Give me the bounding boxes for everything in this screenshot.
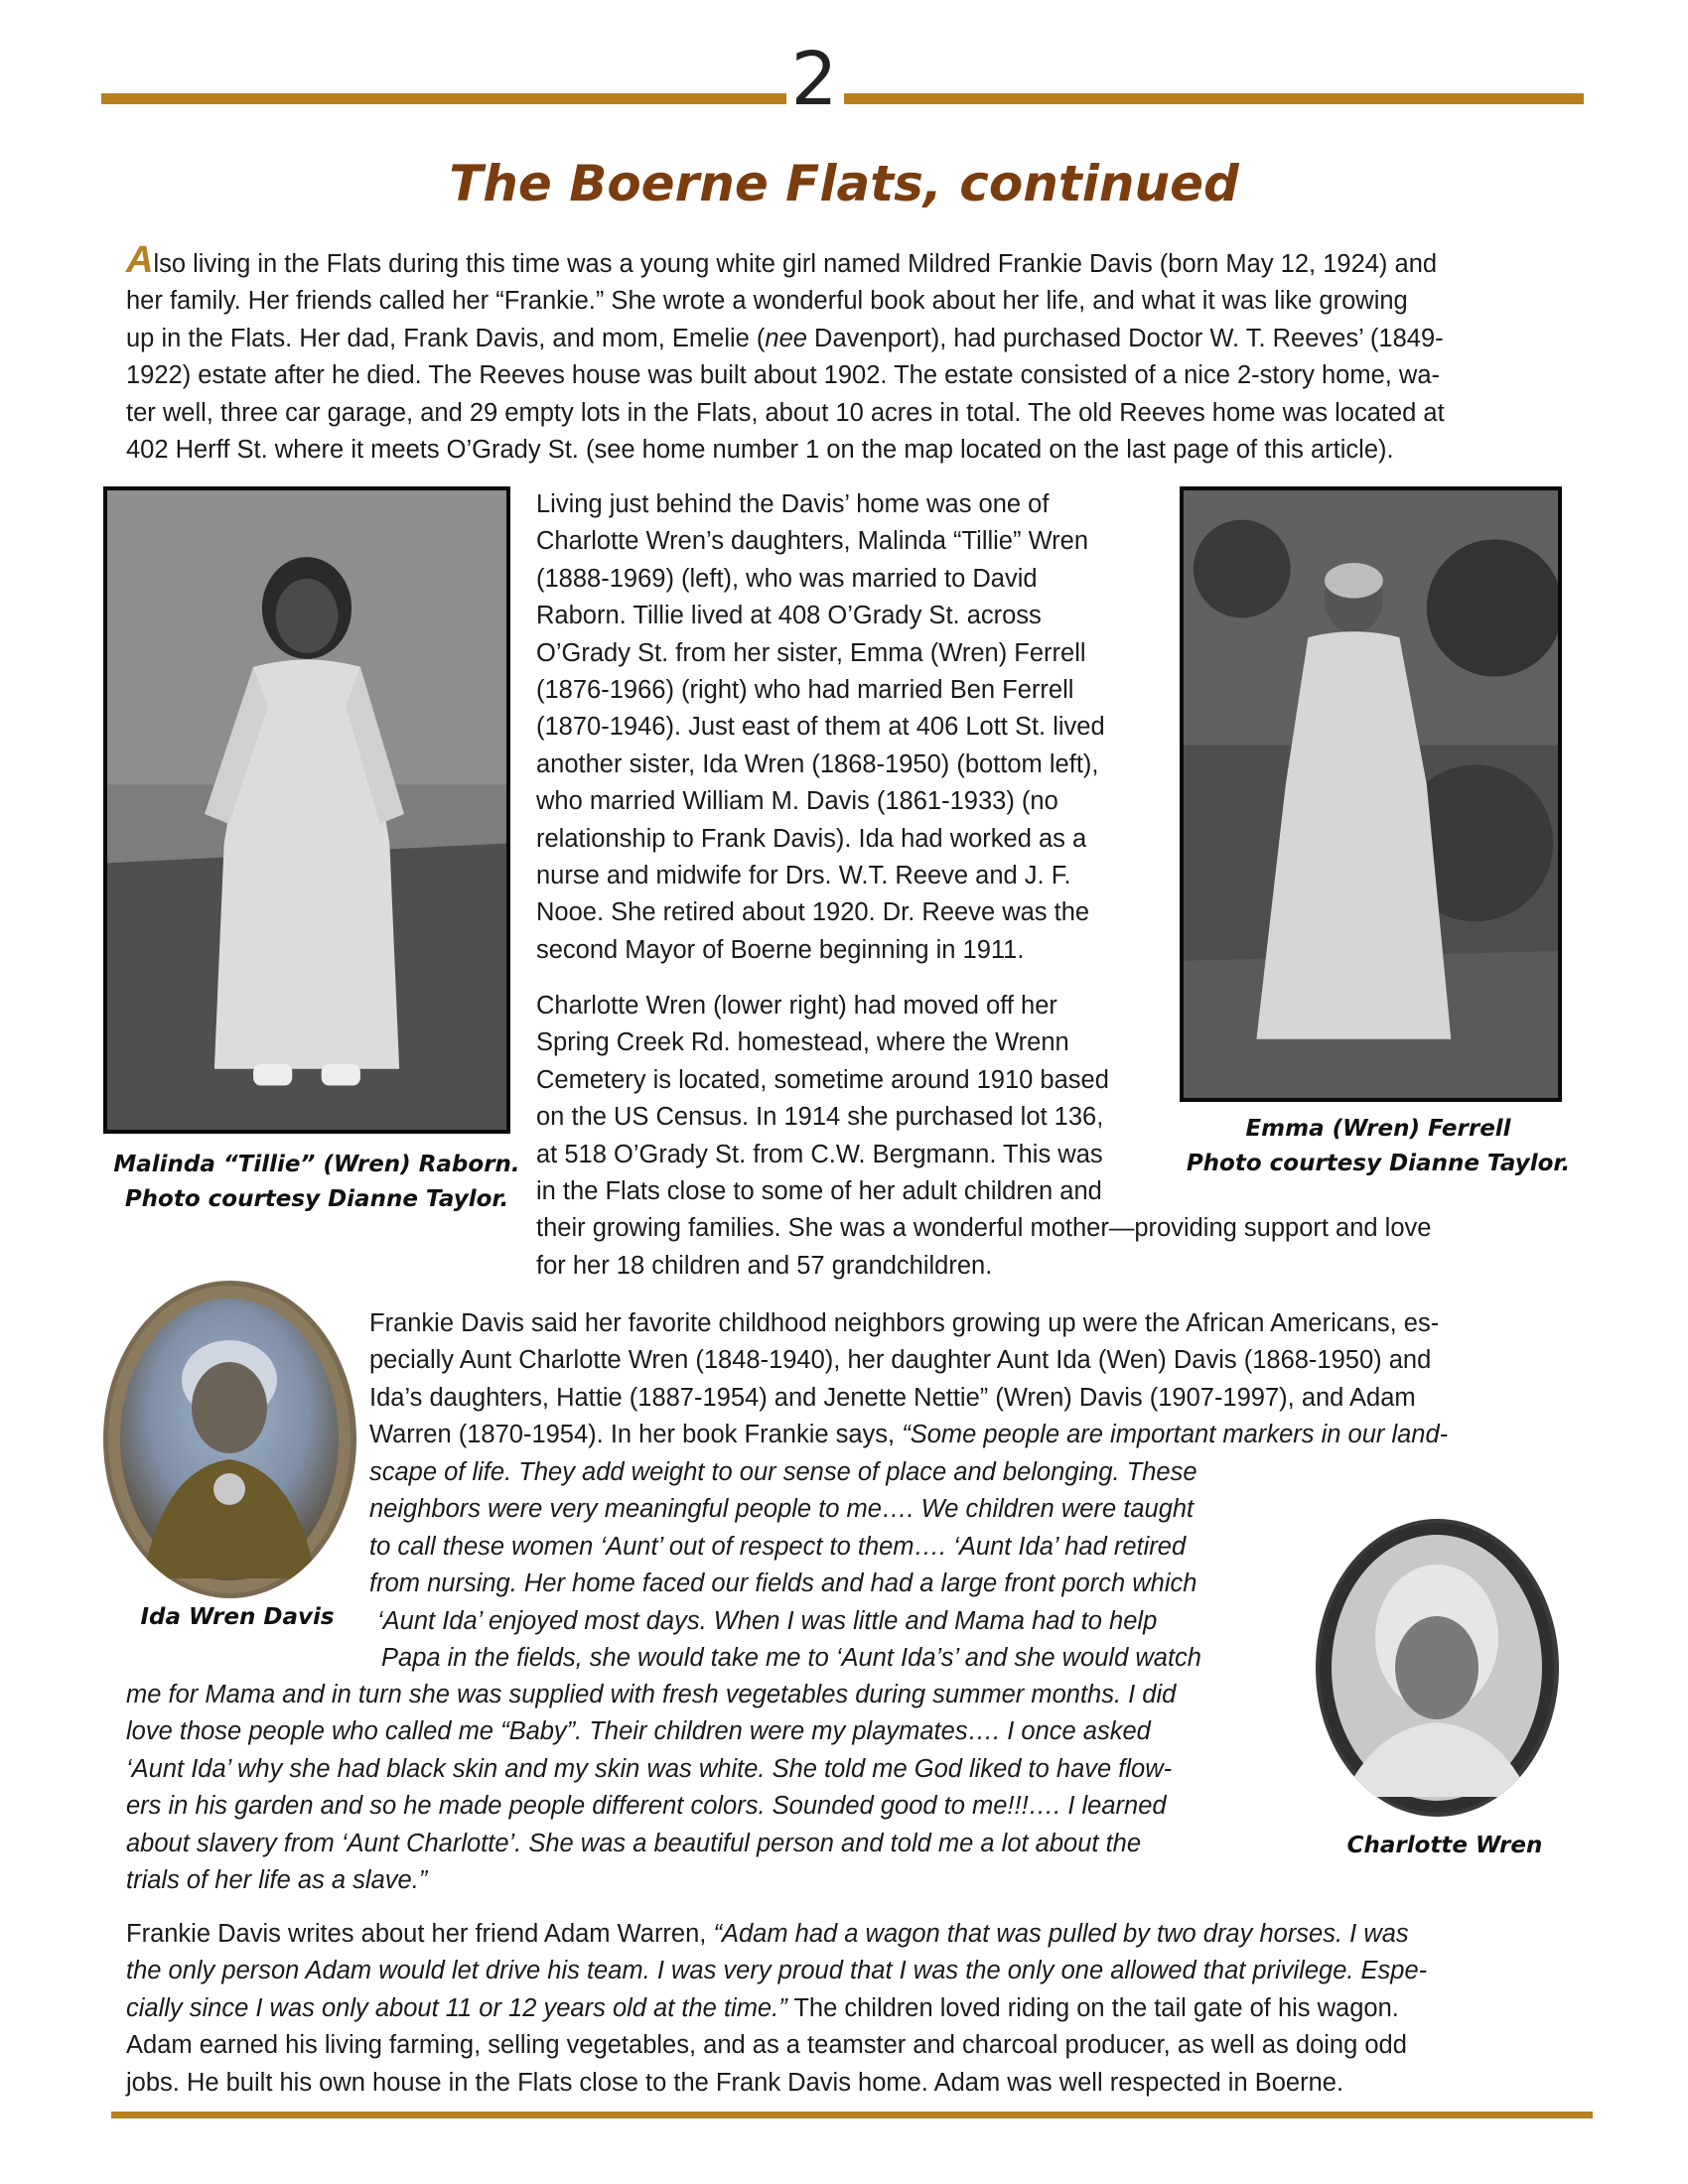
- center-column-paragraph-1: Living just behind the Davis’ home was one of Charlotte Wren’s daughters, Malinda “Tillie” Wren (1888-1969) (left), who was married to David Raborn. Tillie lived at 408 O’Grady St. across O’Grady St. from her sister, Emma (Wren) Ferrell (1876-1966) (right) who had married Ben Ferrell (1870-1946). Just east of them at 406 Lott St. lived another sister, Ida Wren (1868-1950) (bottom left), who married William M. Davis (1861-1933) (no relationship to Frank Davis). Ida had worked as a nurse and midwife for Drs. W.T. Reeve and J. F. Nooe. She retired about 1920. Dr. Reeve was the second Mayor of Boerne beginning in 1911.: [536, 490, 1105, 964]
- frankie-quote-wide: me for Mama and in turn she was supplied with fresh vegetables during summer months. I did love those people who called me “Baby”. Their children were my playmates…. I once asked ‘Aunt Ida’ why she had black skin and my skin was white. She told me God liked to have flow- ers in his garden and so he made people different colors. Sounded good to me!!!…. I learned about slavery from ‘Aunt Charlotte’. She was a beautiful person and told me a lot about the trials of her life as a slave.”: [126, 1681, 1177, 1895]
- page-title: The Boerne Flats, continued: [449, 155, 1239, 212]
- caption-tillie: Malinda “Tillie” (Wren) Raborn. Photo courtesy Dianne Taylor.: [113, 1152, 520, 1212]
- header-rule-right: [844, 93, 1584, 104]
- photo-ida-wren-davis: [103, 1281, 356, 1598]
- intro-line-4: 1922) estate after he died. The Reeves house was built about 1902. The estate consisted of a nice 2-story home, wa-: [126, 361, 1441, 390]
- caption-emma: Emma (Wren) Ferrell Photo courtesy Dianne Taylor.: [1186, 1116, 1571, 1176]
- drop-cap: A: [126, 239, 154, 281]
- intro-line-2: her family. Her friends called her “Frankie.” She wrote a wonderful book about her life, and what it was like growing: [126, 287, 1408, 316]
- intro-line-3: up in the Flats. Her dad, Frank Davis, and mom, Emelie (nee Davenport), had purchased Doctor W. T. Reeves’ (1849-: [126, 324, 1444, 352]
- intro-line-6: 402 Herff St. where it meets O’Grady St. (see home number 1 on the map located on the last page of this article).: [126, 436, 1394, 465]
- photo-charlotte-wren: [1316, 1519, 1559, 1817]
- frankie-quote-narrow: scape of life. They add weight to our sense of place and belonging. These neighbors were very meaningful people to me…. We children were taught to call these women ‘Aunt’ out of respect to them…. ‘Aunt Ida’ had retired from nursing. Her home faced our fields and had a large front porch which ‘Aunt Ida’ enjoyed most days. When I was little and Mama had to help Papa in the fields, she would take me to ‘Aunt Ida’s’ and she would watch: [369, 1458, 1201, 1673]
- frankie-paragraph-lead: Frankie Davis said her favorite childhood neighbors growing up were the African Americans, es- pecially Aunt Charlotte Wren (1848-1940), her daughter Aunt Ida (Wen) Davis (1868-1950) and Ida’s daughters, Hattie (1887-1954) and Jenette Nettie” (Wren) Davis (1907-1997), and Adam Warren (1870-1954). In her book Frankie says, “Some people are important markers in our land-: [369, 1309, 1449, 1449]
- page-number: 2: [790, 37, 838, 122]
- intro-line-1: Also living in the Flats during this time was a young white girl named Mildred Frankie Davis (born May 12, 1924) and: [126, 239, 1438, 281]
- intro-line-5: ter well, three car garage, and 29 empty lots in the Flats, about 10 acres in total. The old Reeves home was located at: [126, 398, 1445, 427]
- center-column-paragraph-2: Charlotte Wren (lower right) had moved off her Spring Creek Rd. homestead, where the Wrenn Cemetery is located, sometime around 1910 based on the US Census. In 1914 she purchased lot 136, at 518 O’Grady St. from C.W. Bergmann. This was in the Flats close to some of her adult children and their growing families. She was a wonderful mother—providing support and love for her 18 children and 57 grandchildren.: [536, 992, 1432, 1280]
- intro-paragraph: [126, 239, 1586, 469]
- adam-paragraph: Frankie Davis writes about her friend Adam Warren, “Adam had a wagon that was pulled by two dray horses. I was the only person Adam would let drive his team. I was very proud that I was the only one allowed that privilege. Espe- cially since I was only about 11 or 12 years old at the time.” The children loved riding on the tail gate of his wagon. Adam earned his living farming, selling vegetables, and as a teamster and charcoal producer, as well as doing odd jobs. He built his own house in the Flats close to the Frank Davis home. Adam was well respected in Boerne.: [126, 1920, 1428, 2097]
- header-rule-left: [101, 93, 786, 104]
- caption-ida: Ida Wren Davis: [140, 1604, 335, 1630]
- photo-tillie-raborn: [103, 486, 510, 1134]
- caption-charlotte: Charlotte Wren: [1346, 1833, 1543, 1858]
- footer-rule: [111, 2112, 1593, 2118]
